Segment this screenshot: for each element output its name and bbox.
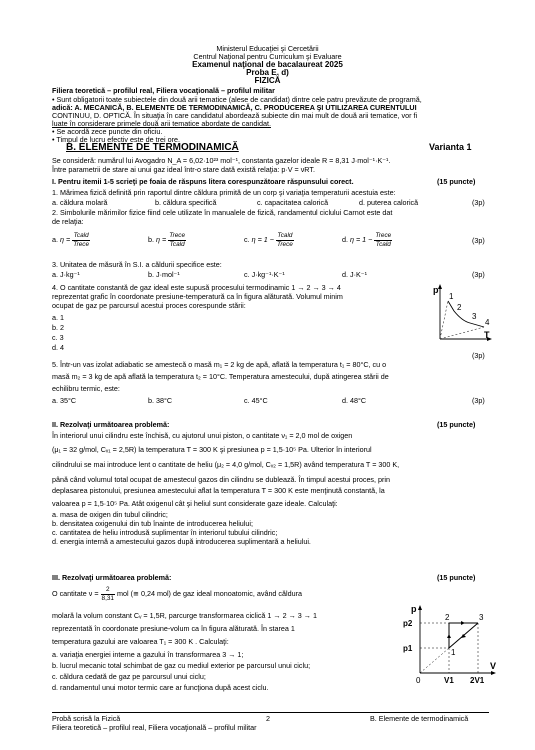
note-line-1: • Sunt obligatorii toate subiectele din două arii tematice (alese de candidat) dintre cele patru prevăzute de programă, bbox=[52, 95, 422, 104]
part1-points: (15 puncte) bbox=[437, 177, 476, 186]
q4-line-1: 4. O cantitate constantă de gaz ideal este supusă procesului termodinamic 1 → 2 → 3 → 4 bbox=[52, 283, 341, 292]
q4-option-a: a. 1 bbox=[52, 313, 64, 322]
ministry: Ministerul Educaţiei şi Cercetării bbox=[216, 44, 319, 53]
q5-option-c: c. 45°C bbox=[244, 396, 268, 405]
q1-points: (3p) bbox=[472, 198, 485, 207]
q4-point-4: 4 bbox=[485, 318, 490, 327]
proba: Proba E. d) bbox=[246, 68, 289, 77]
q3-option-c: c. J·kg⁻¹·K⁻¹ bbox=[244, 270, 285, 279]
part2-line-6: valoarea p = 1,5·10⁵ Pa. Atât oxigenul cât şi heliul sunt considerate gaze ideale. Calculaţi: bbox=[52, 499, 338, 508]
part1-heading: I. Pentru itemii 1-5 scrieţi pe foaia de răspuns litera corespunzătoare răspunsului corect. bbox=[52, 177, 354, 186]
note-line-3: CONTINUU, D. OPTICĂ. În situaţia în care candidatul abordează subiecte din mai mult de două arii tematice, vor fi bbox=[52, 111, 418, 120]
part3-V-label: V bbox=[490, 661, 497, 671]
part3-arrow-2-3 bbox=[461, 621, 465, 625]
part3-line1-start: O cantitate ν = bbox=[52, 588, 99, 598]
q4-p-arrow bbox=[438, 284, 442, 289]
q2-label-c: c. bbox=[244, 234, 250, 244]
q4-option-b: b. 2 bbox=[52, 323, 64, 332]
q5-points: (3p) bbox=[472, 396, 485, 405]
part3-point-1: 1 bbox=[451, 648, 456, 657]
q4-option-c: c. 3 bbox=[52, 333, 64, 342]
part3-p2-label: p2 bbox=[403, 619, 413, 628]
q1-option-c: c. capacitatea calorică bbox=[257, 198, 329, 207]
q2a-numerator: Tcald bbox=[73, 232, 89, 239]
part3-nu-denominator: 8,31 bbox=[101, 594, 114, 602]
part2-item-d: d. energia internă a amestecului gazos după introducerea suplimentară a heliului. bbox=[52, 537, 311, 546]
q2-option-a: a. η = Tcald Trece bbox=[52, 232, 90, 248]
q4-line-2: reprezentat grafic în coordonate presiune-temperatură ca în figura alăturată. Volumul minim bbox=[52, 292, 343, 301]
part3-item-d: d. randamentul unui motor termic care ar funcţiona după acest ciclu. bbox=[52, 683, 269, 692]
q4-point-3: 3 bbox=[472, 312, 477, 321]
footer-page-number: 2 bbox=[266, 714, 270, 723]
q2a-denominator: Trece bbox=[73, 240, 90, 248]
q4-isochore-1 bbox=[440, 301, 448, 339]
part2-points: (15 puncte) bbox=[437, 420, 476, 429]
footer-left-1: Probă scrisă la Fizică bbox=[52, 714, 121, 723]
footer-left-2: Filiera teoretică – profilul real, Filiera vocaţională – profilul militar bbox=[52, 723, 257, 732]
q1-text: 1. Mărimea fizică definită prin raportul dintre căldura primită de un corp şi variaţia temperaturii acestuia este: bbox=[52, 188, 396, 197]
q1-option-a: a. căldura molară bbox=[52, 198, 108, 207]
part2-item-b: b. densitatea oxigenului din tub înainte de introducerea heliului; bbox=[52, 519, 253, 528]
q2-text-2: de relaţia: bbox=[52, 217, 84, 226]
q4-isochore-4 bbox=[440, 327, 484, 339]
part3-line-2: molară la volum constant Cᵥ = 1,5R, parcurge transformarea ciclică 1 → 2 → 3 → 1 bbox=[52, 611, 317, 620]
center-name: Centrul Naţional pentru Curriculum şi Evaluare bbox=[193, 52, 342, 61]
part3-V-arrow bbox=[491, 671, 496, 675]
q5-line-2: masă m₂ = 3 kg de apă aflată la temperatura t₂ = 10°C. Temperatura amestecului, după atingerea stării de bbox=[52, 372, 389, 381]
part3-point-2: 2 bbox=[445, 613, 450, 622]
q3-points: (3p) bbox=[472, 270, 485, 279]
part3-heading: III. Rezolvaţi următoarea problemă: bbox=[52, 573, 172, 582]
q4-line-3: ocupat de gaz pe parcursul acestui proces corespunde stării: bbox=[52, 301, 246, 310]
q3-option-b: b. J·mol⁻¹ bbox=[148, 270, 180, 279]
q2c-numerator: Tcald bbox=[277, 232, 293, 239]
part3-item-a: a. variaţia energiei interne a gazului în transformarea 3 → 1; bbox=[52, 650, 244, 659]
note-line-2: adică: A. MECANICĂ, B. ELEMENTE DE TERMODINAMICĂ, C. PRODUCEREA ŞI UTILIZAREA CURENTULUI bbox=[52, 103, 417, 112]
q5-option-d: d. 48°C bbox=[342, 396, 367, 405]
part2-line-5: deplasarea pistonului, presiunea amestecului aflat la temperatura T = 300 K este menţinută constantă, la bbox=[52, 486, 385, 495]
q2b-denominator: Tcald bbox=[169, 240, 185, 248]
part2-item-a: a. masa de oxigen din tubul cilindric; bbox=[52, 510, 168, 519]
part3-p-arrow bbox=[418, 605, 422, 610]
part3-line-3: reprezentată în coordonate presiune-volum ca în figura alăturată. În starea 1 bbox=[52, 624, 295, 633]
q5-line-1: 5. Într-un vas izolat adiabatic se amestecă o masă m₁ = 2 kg de apă, aflată la temperatura t₁ = 80°C, cu o bbox=[52, 360, 387, 369]
note-line-4: luate în considerare primele două arii tematice abordate de candidat. bbox=[52, 119, 271, 128]
part3-line-1 bbox=[52, 586, 302, 602]
q5-option-a: a. 35°C bbox=[52, 396, 77, 405]
q2d-denominator: Tcald bbox=[375, 240, 391, 248]
q4-option-d: d. 4 bbox=[52, 343, 64, 352]
part3-point-3: 3 bbox=[479, 613, 484, 622]
note-line-6: • Timpul de lucru efectiv este de trei ore. bbox=[52, 135, 180, 144]
q2-label-b: b. bbox=[148, 234, 154, 244]
part2-line-1: În interiorul unui cilindru este închisă, cu ajutorul unui piston, o cantitate ν₁ = 2,0 mol de oxigen bbox=[52, 431, 353, 440]
part3-2V1-label: 2V1 bbox=[470, 676, 485, 685]
q4-point-1: 1 bbox=[449, 292, 454, 301]
filiera-line: Filiera teoretică – profilul real, Filiera vocaţională – profilul militar bbox=[52, 86, 275, 95]
q3-option-a: a. J·kg⁻¹ bbox=[52, 270, 80, 279]
q2-option-c: c. η = 1 − Tcald Trece bbox=[244, 232, 293, 248]
note-line-5: • Se acordă zece puncte din oficiu. bbox=[52, 127, 163, 136]
q1-option-b: b. căldura specifică bbox=[155, 198, 217, 207]
footer-right: B. Elemente de termodinamică bbox=[370, 714, 469, 723]
part2-heading: II. Rezolvaţi următoarea problemă: bbox=[52, 420, 170, 429]
q2-label-d: d. bbox=[342, 234, 348, 244]
section-title: B. ELEMENTE DE TERMODINAMICĂ bbox=[66, 142, 239, 153]
q2c-denominator: Trece bbox=[276, 240, 293, 248]
footer-rule bbox=[52, 712, 489, 713]
part3-line1-end: mol (≅ 0,24 mol) de gaz ideal monoatomic, având căldura bbox=[117, 588, 303, 598]
q2-option-d: d. η = 1 − Trece Tcald bbox=[342, 232, 392, 248]
q3-option-d: d. J·K⁻¹ bbox=[342, 270, 367, 279]
q4-points: (3p) bbox=[472, 351, 485, 360]
part3-item-c: c. căldura cedată de gaz pe parcursul unui ciclu; bbox=[52, 672, 206, 681]
q2b-numerator: Trece bbox=[169, 232, 186, 239]
part3-nu-numerator: 2 bbox=[101, 586, 115, 595]
q4-T-label: T bbox=[484, 330, 490, 340]
q5-option-b: b. 38°C bbox=[148, 396, 173, 405]
constants-line: Se consideră: numărul lui Avogadro N_A = 6,02·10²³ mol⁻¹, constanta gazelor ideale R = 8,31 J·mol⁻¹·K⁻¹. bbox=[52, 156, 391, 165]
q5-line-3: echilibru termic, este: bbox=[52, 384, 120, 393]
part3-p-label: p bbox=[411, 604, 417, 614]
q4-process-curve bbox=[448, 301, 484, 327]
part2-line-4: până când volumul total ocupat de amestecul gazos din cilindru se dublează. În timpul acestui proces, prin bbox=[52, 475, 391, 484]
part2-line-2: (μ₁ = 32 g/mol, Cᵥ₁ = 2,5R) la temperatura T = 300 K şi presiunea p = 1,5·10⁵ Pa. Ulterior în interiorul bbox=[52, 445, 372, 454]
subject: FIZICĂ bbox=[254, 76, 281, 85]
q2d-numerator: Trece bbox=[375, 232, 392, 239]
q4-p-label: p bbox=[433, 285, 439, 295]
q4-pT-diagram bbox=[432, 283, 492, 343]
exam-title: Examenul naţional de bacalaureat 2025 bbox=[192, 60, 343, 69]
part3-p1-label: p1 bbox=[403, 644, 413, 653]
q1-option-d: d. puterea calorică bbox=[359, 198, 419, 207]
part3-line-4: temperatura gazului are valoarea T₁ = 300 K . Calculaţi: bbox=[52, 637, 229, 646]
part3-pV-diagram bbox=[397, 603, 497, 685]
state-relation-line: Între parametrii de stare ai unui gaz ideal într-o stare dată există relaţia: p·V = νRT. bbox=[52, 165, 315, 174]
part3-origin-label: 0 bbox=[416, 676, 421, 685]
part3-V1-label: V1 bbox=[444, 676, 454, 685]
q2-points: (3p) bbox=[472, 236, 485, 245]
part2-line-3: cilindrului se mai introduce lent o cantitate de heliu (μ₂ = 4,0 g/mol, Cᵥ₂ = 1,5R) având temperatura T = 300 K, bbox=[52, 460, 400, 469]
part3-item-b: b. lucrul mecanic total schimbat de gaz cu mediul exterior pe parcursul unui ciclu; bbox=[52, 661, 311, 670]
variant-label: Varianta 1 bbox=[429, 142, 472, 152]
q2-text-1: 2. Simbolurile mărimilor fizice fiind cele utilizate în manualele de fizică, randamentul ciclului Carnot este dat bbox=[52, 208, 393, 217]
part3-points: (15 puncte) bbox=[437, 573, 476, 582]
q3-text: 3. Unitatea de măsură în S.I. a căldurii specifice este: bbox=[52, 260, 222, 269]
part3-arrow-1-2 bbox=[447, 634, 451, 638]
q4-point-2: 2 bbox=[457, 303, 462, 312]
q2-label-a: a. bbox=[52, 234, 58, 244]
q2-option-b: b. η = Trece Tcald bbox=[148, 232, 186, 248]
part2-item-c: c. cantitatea de heliu introdusă suplimentar în interiorul tubului cilindric; bbox=[52, 528, 278, 537]
